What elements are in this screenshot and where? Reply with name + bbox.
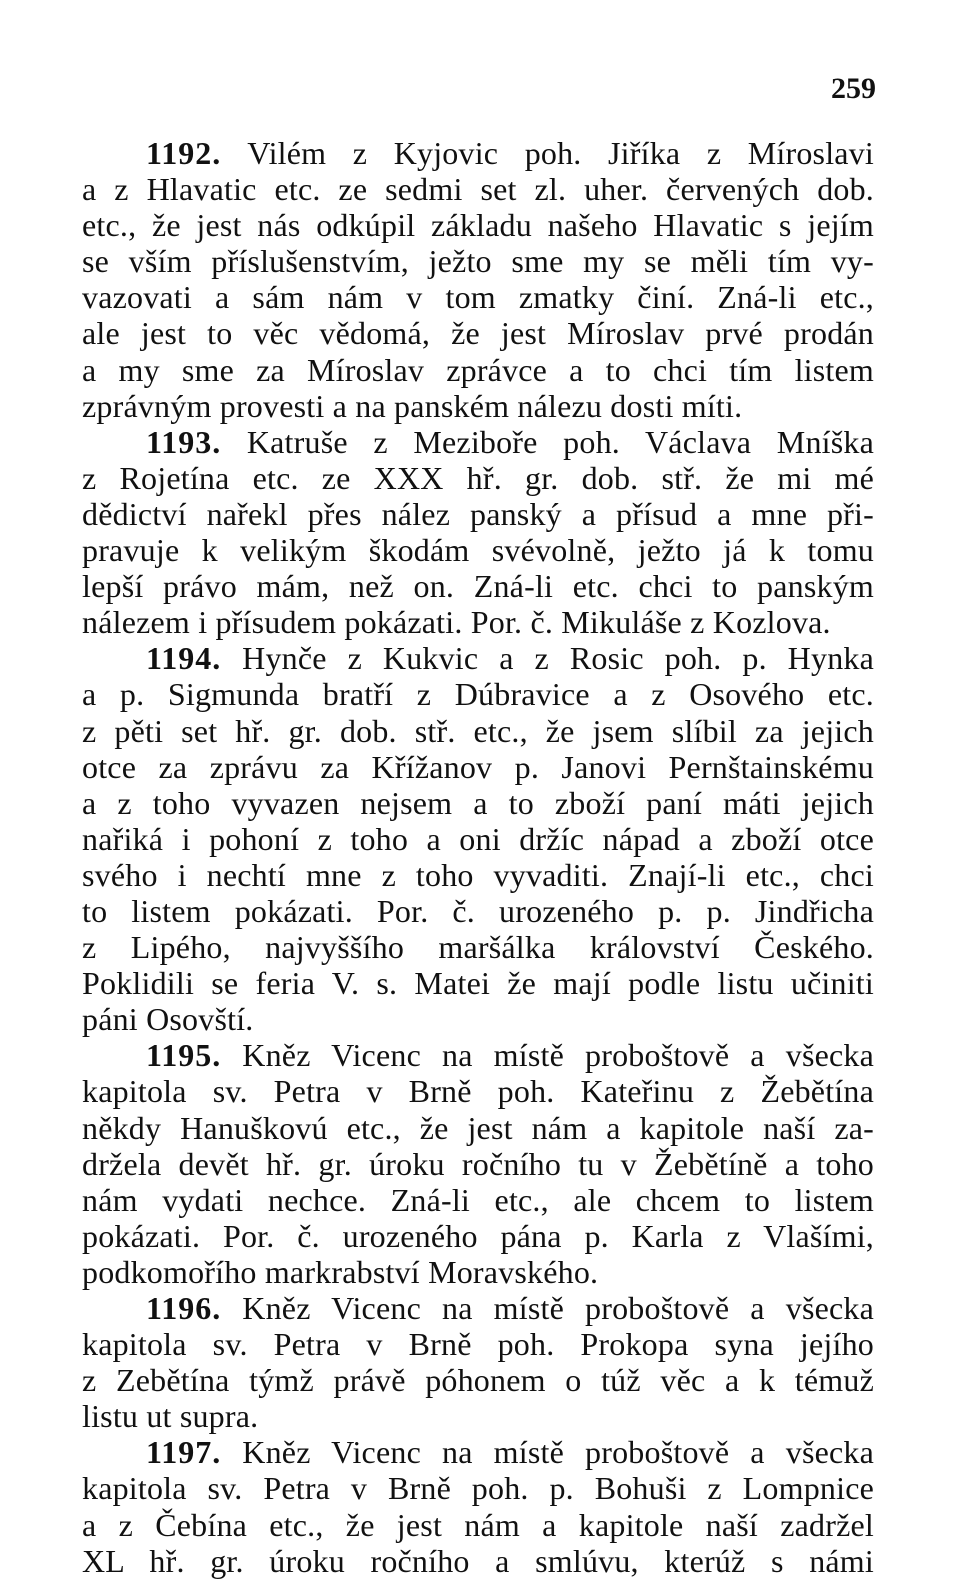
text-line: podkomořího markrabství Moravského.	[82, 1253, 599, 1290]
text-line: někdy Hanuškovú etc., že jest nám a kapitole naší za-	[82, 1109, 874, 1146]
entry-number: 1196.	[146, 1290, 222, 1326]
text-line: to listem pokázati. Por. č. urozeného p. p. Jindřicha	[82, 892, 874, 929]
text-line: otce za zprávu za Křížanov p. Janovi Pernštainskému	[82, 748, 874, 785]
text-line: a z Čebína etc., že jest nám a kapitole naší zadržel	[82, 1506, 874, 1543]
page-number: 259	[831, 72, 876, 105]
entry-1195-line-1	[82, 1037, 874, 1073]
text-line: z pěti set hř. gr. dob. stř. etc., že jsem slíbil za jejich	[82, 712, 874, 749]
text-line: dědictví nařekl přes nález panský a přísud a mne při-	[82, 495, 874, 532]
line-text: Kněz Vicenc na místě proboštově a všecka	[242, 1037, 875, 1074]
text-line: nařiká i pohoní z toho a oni držíc nápad a zboží otce	[82, 820, 874, 857]
entry-number: 1195.	[146, 1037, 222, 1074]
text-line: z Rojetína etc. ze XXX hř. gr. dob. stř. že mi mé	[82, 459, 874, 496]
entry-1192-line-1	[82, 135, 874, 171]
text-line: z Zebětína týmž právě póhonem o túž věc a k témuž	[82, 1362, 874, 1399]
text-line: a z Hlavatic etc. ze sedmi set zl. uher. červených dob.	[82, 171, 874, 208]
line-text: Kněz Vicenc na místě proboštově a všecka	[242, 1290, 875, 1326]
entry-number: 1197.	[146, 1434, 222, 1471]
text-line: kapitola sv. Petra v Brně poh. p. Bohuši z Lompnice	[82, 1470, 874, 1507]
entry-1193-line-1	[82, 424, 874, 460]
text-line: zprávným provesti a na panském nálezu dosti míti.	[82, 387, 743, 424]
text-line: pokázati. Por. č. urozeného pána p. Karla z Vlašími,	[82, 1217, 874, 1254]
text-line: ale jest to věc vědomá, že jest Míroslav prvé prodán	[82, 315, 874, 352]
entry-number: 1192.	[146, 135, 222, 171]
text-line: listu ut supra.	[82, 1398, 259, 1435]
text-line: vazovati a sám nám v tom zmatky činí. Zná-li etc.,	[82, 279, 874, 316]
text-block	[82, 135, 874, 1579]
text-line: etc., že jest nás odkúpil základu našeho Hlavatic s jejím	[82, 207, 874, 244]
line-text: Hynče z Kukvic a z Rosic poh. p. Hynka	[242, 640, 874, 677]
entry-1194-line-1	[82, 640, 874, 676]
text-line: lepší právo mám, než on. Zná-li etc. chci to panským	[82, 568, 874, 605]
entry-1197-line-1	[82, 1434, 874, 1470]
text-line: svého i nechtí mne z toho vyvaditi. Znají-li etc., chci	[82, 856, 874, 893]
text-line: pravuje k velikým škodám svévolně, ježto já k tomu	[82, 532, 874, 569]
line-text: Kněz Vicenc na místě proboštově a všecka	[242, 1434, 875, 1471]
text-line: a my sme za Míroslav zprávce a to chci tím listem	[82, 351, 874, 388]
text-line: Poklidili se feria V. s. Matei že mají podle listu učiniti	[82, 965, 874, 1002]
text-line: nám vydati nechce. Zná-li etc., ale chcem to listem	[82, 1181, 874, 1218]
text-line: páni Osovští.	[82, 1001, 254, 1038]
entry-1196-line-1	[82, 1290, 874, 1326]
line-text: Katruše z Meziboře poh. Václava Mníška	[246, 423, 874, 460]
text-line: a p. Sigmunda bratří z Dúbravice a z Osového etc.	[82, 676, 874, 713]
entry-number: 1193.	[146, 423, 222, 460]
text-line: kapitola sv. Petra v Brně poh. Prokopa syna jejího	[82, 1326, 874, 1363]
entry-number: 1194.	[146, 640, 222, 677]
text-line: kapitola sv. Petra v Brně poh. Kateřinu z Žebětína	[82, 1073, 874, 1110]
text-line: z Lipého, najvyššího maršálka království Českého.	[82, 929, 874, 966]
text-line: nálezem i přísudem pokázati. Por. č. Mikuláše z Kozlova.	[82, 604, 831, 641]
line-text: Vilém z Kyjovic poh. Jiříka z Míroslavi	[247, 135, 874, 171]
text-line: držela devět hř. gr. úroku ročního tu v Žebětíně a toho	[82, 1145, 874, 1182]
text-line: XL hř. gr. úroku ročního a smlúvu, kterúž s námi	[82, 1542, 874, 1579]
text-line: se vším příslušenstvím, ježto sme my se měli tím vy-	[82, 243, 874, 280]
text-line: a z toho vyvazen nejsem a to zboží paní máti jejich	[82, 784, 874, 821]
